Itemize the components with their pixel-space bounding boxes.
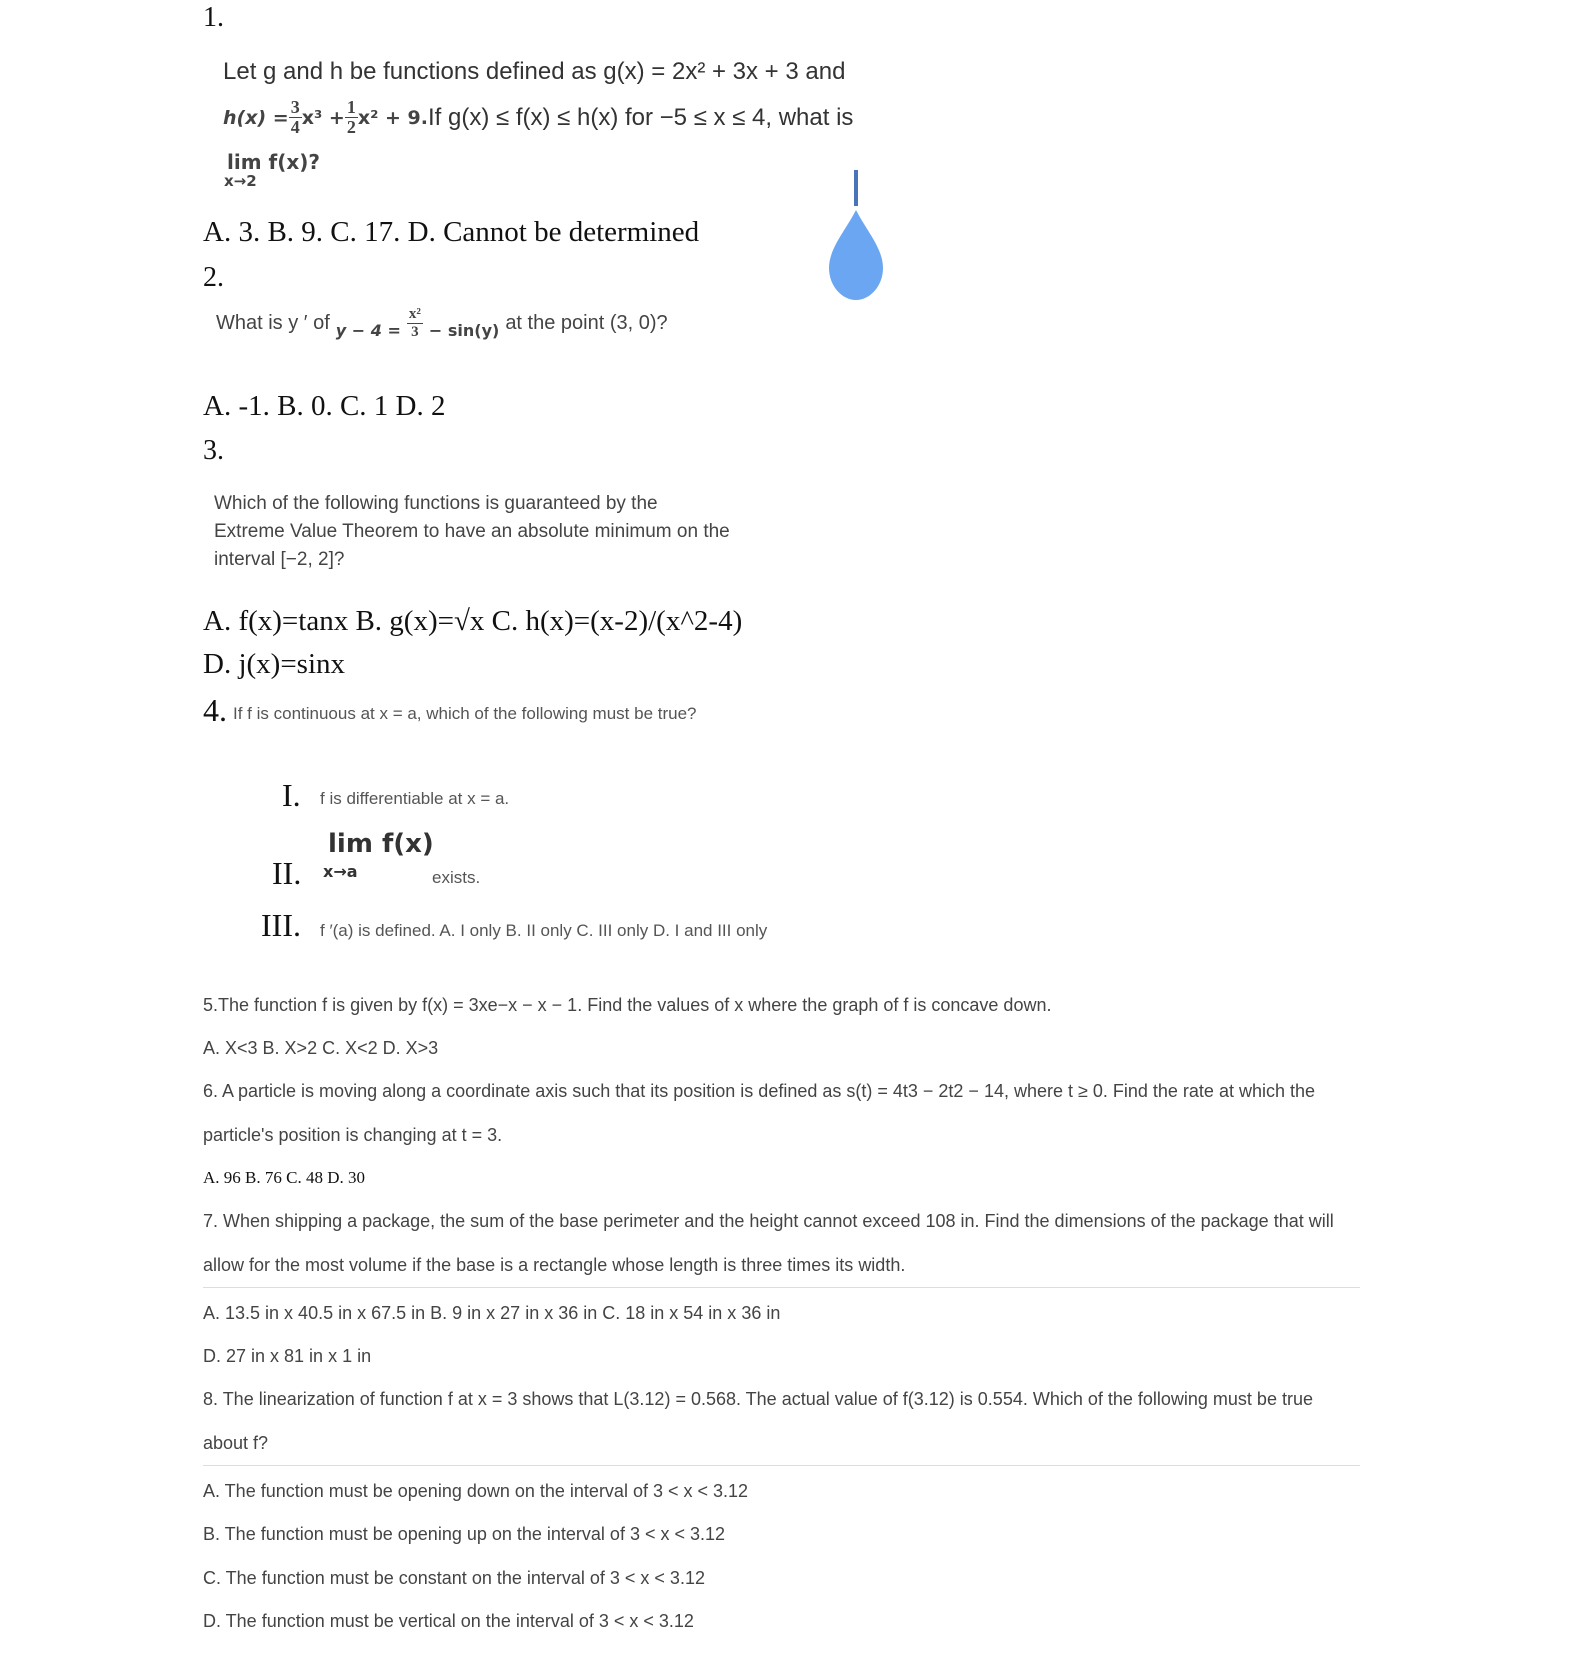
q4-ii-limit: lim f(x) bbox=[328, 829, 434, 859]
q4-iii-number: III. bbox=[261, 907, 301, 943]
q6-line2: particle's position is changing at t = 3. bbox=[203, 1125, 503, 1145]
q7-choice-a: A. 13.5 in x 40.5 in x 67.5 in B. 9 in x 27 in x 36 in C. 18 in x 54 in x 36 in bbox=[203, 1303, 781, 1323]
q1-frac1-den: 4 bbox=[290, 117, 300, 137]
q2-number: 2. bbox=[203, 262, 224, 293]
q1-h-definition bbox=[223, 98, 853, 137]
q7-line1: 7. When shipping a package, the sum of the base perimeter and the height cannot exceed 108 in. Find the dimensions of the package that will bbox=[203, 1211, 1334, 1231]
q3-number: 3. bbox=[203, 435, 224, 466]
q2-prefix: What is y ′ of bbox=[216, 312, 330, 334]
q6-choices: A. 96 B. 76 C. 48 D. 30 bbox=[203, 1168, 365, 1187]
q3-line2: Extreme Value Theorem to have an absolute minimum on the bbox=[214, 521, 730, 542]
q6-line1: 6. A particle is moving along a coordinate axis such that its position is defined as s(t) = 4t3 − 2t2 − 14, where t ≥ 0. Find the rate at which the bbox=[203, 1081, 1316, 1101]
q2-frac-num: x² bbox=[408, 306, 421, 322]
q4-ii-text: exists. bbox=[432, 868, 481, 887]
q2-stem bbox=[216, 306, 668, 341]
q7-divider bbox=[203, 1287, 1360, 1288]
q1-line1: Let g and h be functions defined as g(x) = 2x² + 3x + 3 and bbox=[223, 58, 846, 85]
q8-line1: 8. The linearization of function f at x = 3 shows that L(3.12) = 0.568. The actual value of f(3.12) is 0.554. Which of the following must be true bbox=[203, 1389, 1313, 1409]
drop-line bbox=[854, 170, 858, 206]
q8-choice-a: A. The function must be opening down on the interval of 3 < x < 3.12 bbox=[203, 1481, 749, 1501]
q3-line3: interval [−2, 2]? bbox=[214, 549, 345, 570]
q4-i-text: f is differentiable at x = a. bbox=[320, 789, 510, 808]
q2-fraction bbox=[407, 306, 423, 341]
q8-choice-b: B. The function must be opening up on the interval of 3 < x < 3.12 bbox=[203, 1524, 726, 1544]
q1-limit-subscript: x→2 bbox=[224, 172, 257, 190]
q8-choice-d: D. The function must be vertical on the interval of 3 < x < 3.12 bbox=[203, 1611, 694, 1631]
q2-eq-left: y − 4 = bbox=[335, 321, 401, 340]
q1-condition: If g(x) ≤ f(x) ≤ h(x) for −5 ≤ x ≤ 4, what is bbox=[427, 103, 854, 131]
q1-fraction-3-4 bbox=[289, 98, 302, 137]
q1-term1: x³ + bbox=[301, 106, 345, 129]
q1-choices: A. 3. B. 9. C. 17. D. Cannot be determined bbox=[203, 216, 700, 248]
q1-frac2-den: 2 bbox=[346, 117, 356, 137]
q1-number: 1. bbox=[203, 2, 224, 33]
q3-line1: Which of the following functions is guaranteed by the bbox=[214, 493, 658, 514]
q3-choices-line2: D. j(x)=sinx bbox=[203, 648, 346, 680]
q1-term2: x² + 9. bbox=[357, 106, 428, 129]
q2-suffix: at the point (3, 0)? bbox=[505, 312, 668, 334]
q2-choices: A. -1. B. 0. C. 1 D. 2 bbox=[203, 390, 446, 422]
water-drop-icon bbox=[826, 170, 886, 305]
q3-choices-line1: A. f(x)=tanx B. g(x)=√x C. h(x)=(x-2)/(x^2-4) bbox=[203, 605, 743, 637]
q1-h-label: h(x) = bbox=[223, 106, 289, 129]
q5-stem: 5.The function f is given by f(x) = 3xe−x − x − 1. Find the values of x where the graph of f is concave down. bbox=[203, 995, 1052, 1015]
q5-choices: A. X<3 B. X>2 C. X<2 D. X>3 bbox=[203, 1038, 439, 1058]
q1-frac2-num: 1 bbox=[346, 97, 356, 117]
drop-shape bbox=[829, 210, 883, 300]
q8-line2: about f? bbox=[203, 1433, 269, 1453]
q4-ii-number: II. bbox=[272, 855, 302, 891]
q4-number: 4. bbox=[203, 692, 227, 728]
q8-choice-c: C. The function must be constant on the interval of 3 < x < 3.12 bbox=[203, 1568, 705, 1588]
q1-limit: lim f(x)? bbox=[227, 150, 320, 174]
q1-fraction-1-2 bbox=[345, 98, 358, 137]
q2-frac-den: 3 bbox=[411, 324, 419, 340]
q2-eq-right: − sin(y) bbox=[428, 321, 500, 340]
q7-line2: allow for the most volume if the base is a rectangle whose length is three times its width. bbox=[203, 1255, 906, 1275]
q4-stem: If f is continuous at x = a, which of the following must be true? bbox=[233, 704, 697, 723]
q4-iii-text: f ′(a) is defined. A. I only B. II only C. III only D. I and III only bbox=[320, 921, 768, 940]
q7-choice-d: D. 27 in x 81 in x 1 in bbox=[203, 1346, 372, 1366]
q8-divider bbox=[203, 1465, 1360, 1466]
q4-ii-subscript: x→a bbox=[323, 862, 358, 881]
q1-frac1-num: 3 bbox=[290, 97, 300, 117]
q4-i-number: I. bbox=[282, 777, 301, 813]
